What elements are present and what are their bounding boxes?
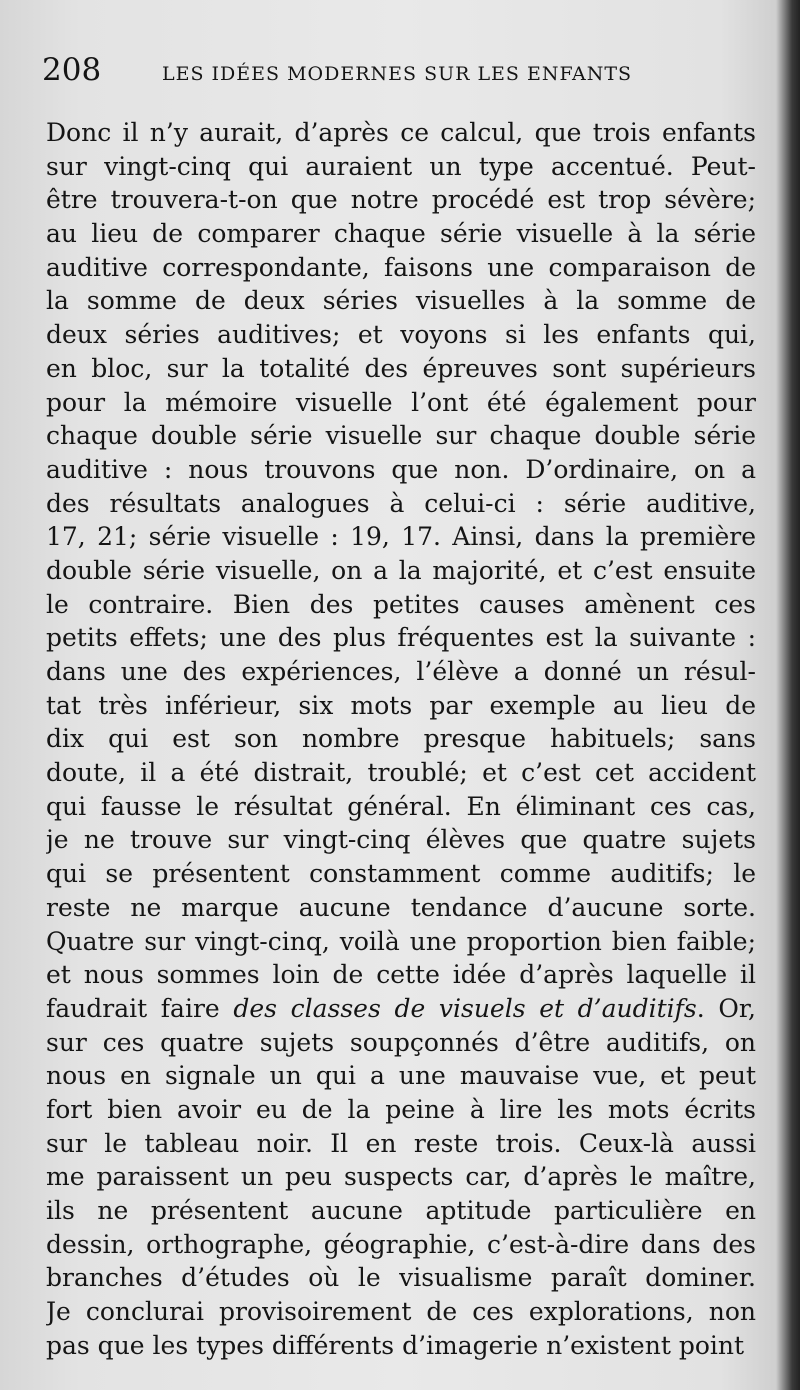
text-line: en bloc, sur la totalité des épreuves sont supérieurs bbox=[46, 353, 756, 383]
text-line: dans une des expériences, l’élève a donné un résul- bbox=[46, 657, 756, 686]
page-number: 208 bbox=[42, 52, 102, 88]
text-line: doute, il a été distrait, troublé; et c’est cet accident bbox=[46, 758, 756, 788]
text-line: chaque double série visuelle sur chaque double série bbox=[46, 421, 756, 451]
text-line: Quatre sur vingt-cinq, voilà une proportion bien faible; bbox=[46, 926, 756, 956]
text-line: ils ne présentent aucune aptitude particulière en bbox=[46, 1196, 756, 1225]
text-line: et nous sommes loin de cette idée d’après laquelle il bbox=[46, 960, 756, 990]
text-line: reste ne marque aucune tendance d’aucune sorte. bbox=[46, 892, 756, 922]
text-line: double série visuelle, on a la majorité, et c’est ensuite bbox=[46, 555, 756, 585]
text-line: dessin, orthographe, géographie, c’est-à-dire dans des bbox=[46, 1229, 756, 1259]
text-line: la somme de deux séries visuelles à la somme de bbox=[46, 286, 756, 316]
text-line: au lieu de comparer chaque série visuelle à la série bbox=[46, 219, 756, 249]
text-line: pour la mémoire visuelle l’ont été également pour bbox=[46, 387, 756, 417]
text-line: Donc il n’y aurait, d’après ce calcul, que trois enfants bbox=[46, 118, 756, 147]
text-span: . Or, bbox=[696, 993, 756, 1023]
text-span: faudrait faire bbox=[46, 993, 234, 1023]
text-line: être trouvera-t-on que notre procédé est trop sévère; bbox=[46, 185, 756, 215]
text-line: qui se présentent constamment comme auditifs; le bbox=[46, 859, 756, 889]
text-line: pas que les types différents d’imagerie n’existent point bbox=[46, 1330, 745, 1360]
text-line: deux séries auditives; et voyons si les enfants qui, bbox=[46, 320, 756, 350]
body-text bbox=[46, 116, 756, 1362]
text-line: sur le tableau noir. Il en reste trois. Ceux-là aussi bbox=[46, 1128, 756, 1158]
text-line: dix qui est son nombre presque habituels; sans bbox=[46, 724, 756, 754]
text-line: tat très inférieur, six mots par exemple au lieu de bbox=[46, 690, 756, 720]
text-line: je ne trouve sur vingt-cinq élèves que quatre sujets bbox=[46, 825, 756, 855]
text-line: qui fausse le résultat général. En éliminant ces cas, bbox=[46, 791, 756, 821]
text-line: Je conclurai provisoirement de ces explorations, non bbox=[46, 1297, 756, 1327]
text-line: le contraire. Bien des petites causes amènent ces bbox=[46, 589, 756, 619]
text-line: sur ces quatre sujets soupçonnés d’être auditifs, on bbox=[46, 1027, 756, 1057]
text-line: 17, 21; série visuelle : 19, 17. Ainsi, dans la première bbox=[46, 522, 756, 552]
text-line-with-italic bbox=[46, 992, 756, 1026]
text-line: branches d’études où le visualisme paraît dominer. bbox=[46, 1263, 756, 1293]
page-header bbox=[42, 50, 762, 90]
text-line: sur vingt-cinq qui auraient un type accentué. Peut- bbox=[46, 151, 756, 181]
text-line: auditive correspondante, faisons une comparaison de bbox=[46, 252, 756, 282]
text-line: me paraissent un peu suspects car, d’après le maître, bbox=[46, 1162, 756, 1192]
text-line: auditive : nous trouvons que non. D’ordinaire, on a bbox=[46, 454, 756, 484]
text-line: des résultats analogues à celui-ci : série auditive, bbox=[46, 488, 756, 518]
italic-phrase: des classes de visuels et d’auditifs bbox=[233, 993, 697, 1023]
text-line: nous en signale un qui a une mauvaise vue, et peut bbox=[46, 1061, 756, 1091]
text-line: fort bien avoir eu de la peine à lire les mots écrits bbox=[46, 1094, 756, 1124]
running-head: LES IDÉES MODERNES SUR LES ENFANTS bbox=[162, 63, 633, 85]
text-line: petits effets; une des plus fréquentes est la suivante : bbox=[46, 623, 756, 653]
